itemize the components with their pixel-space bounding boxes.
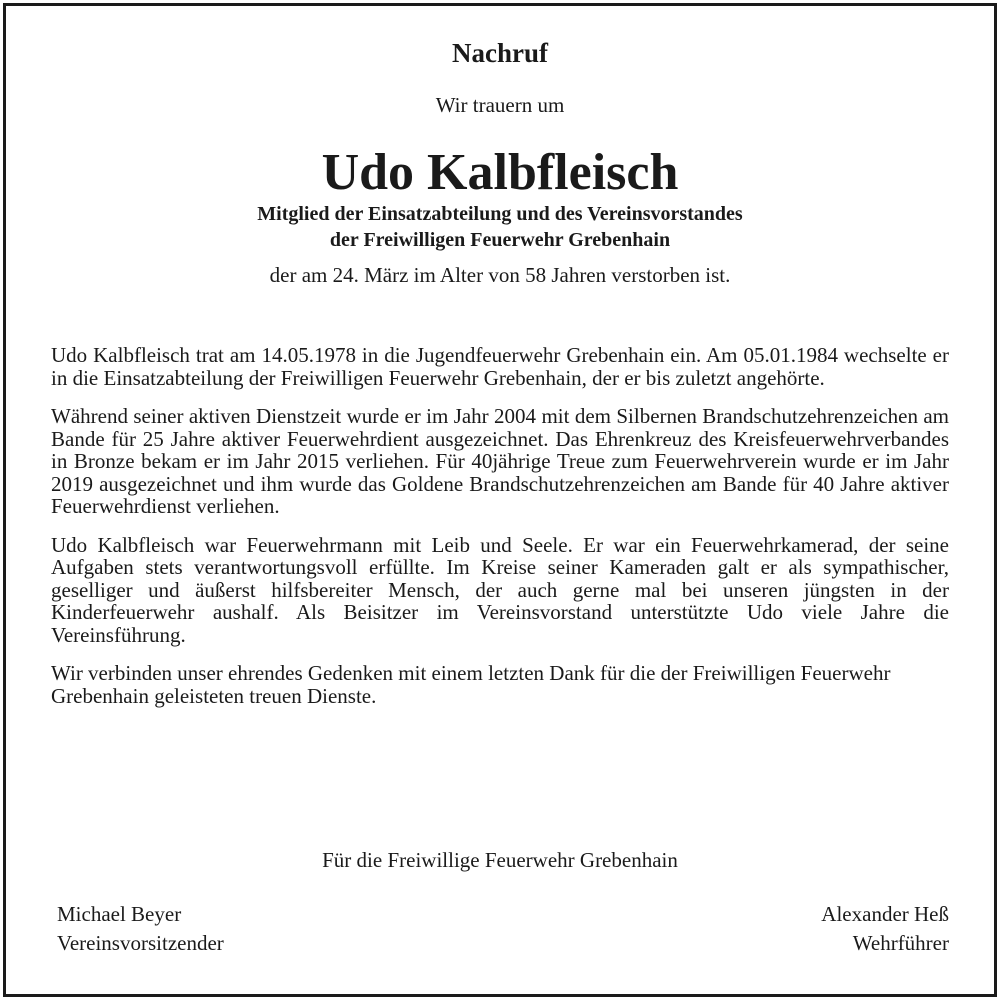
paragraph-career: Udo Kalbfleisch trat am 14.05.1978 in die Jugendfeuerwehr Grebenhain ein. Am 05.01.1984 wechselte er in die Einsatzabteilung der Freiwilligen Feuerwehr Grebenhain, der er bis zuletzt angehörte. [51, 343, 949, 390]
signatory-right-title: Wehrführer [852, 931, 949, 955]
obituary-body [51, 344, 949, 723]
signatory-right-name: Alexander Heß [821, 902, 949, 926]
paragraph-character: Udo Kalbfleisch war Feuerwehrmann mit Leib und Seele. Er war ein Feuerwehrkamerad, der seine Aufgaben stets verantwortungsvoll erfüllte. Im Kreise seiner Kameraden galt er als sympathischer, geselliger und äußerst hilfsbereiter Mensch, der auch gerne mal bei unseren jüngsten in der Kinderfeuerwehr aushalf. Als Beisitzer im Vereinsvorstand unterstützte Udo viele Jahre die Vereinsführung. [51, 532, 949, 647]
role-line-1: Mitglied der Einsatzabteilung und des Vereinsvorstandes [257, 203, 743, 225]
role-line-2: der Freiwilligen Feuerwehr Grebenhain [329, 229, 671, 251]
signatory-right [821, 900, 949, 958]
paragraph-thanks: Wir verbinden unser ehrendes Gedenken mit einem letzten Dank für die der Freiwilligen Feuerwehr Grebenhain geleisteten treuen Dienste. [51, 661, 891, 708]
deceased-name: Udo Kalbfleisch [321, 144, 679, 201]
death-notice-line: der am 24. März im Alter von 58 Jahren verstorben ist. [269, 263, 731, 287]
paragraph-awards: Während seiner aktiven Dienstzeit wurde er im Jahr 2004 mit dem Silbernen Brandschutzehrenzeichen am Bande für 25 Jahre aktiver Feuerwehrdient ausgezeichnet. Das Ehrenkreuz des Kreisfeuerwehrverbandes in Bronze bekam er im Jahr 2015 verliehen. Für 40jährige Treue zum Feuerwehrverein wurde er im Jahr 2019 ausgezeichnet und ihm wurde das Goldene Brandschutzehrenzeichen am Bande für 40 Jahre aktiver Feuerwehrdienst verliehen. [51, 404, 949, 518]
signoff-line: Für die Freiwillige Feuerwehr Grebenhain [322, 848, 678, 872]
signatory-left-name: Michael Beyer [57, 902, 182, 926]
notice-title: Nachruf [452, 38, 548, 68]
signatory-left-title: Vereinsvorsitzender [57, 931, 224, 955]
deceased-roles [0, 201, 1000, 253]
intro-line: Wir trauern um [435, 93, 565, 117]
signatory-left [57, 900, 224, 958]
